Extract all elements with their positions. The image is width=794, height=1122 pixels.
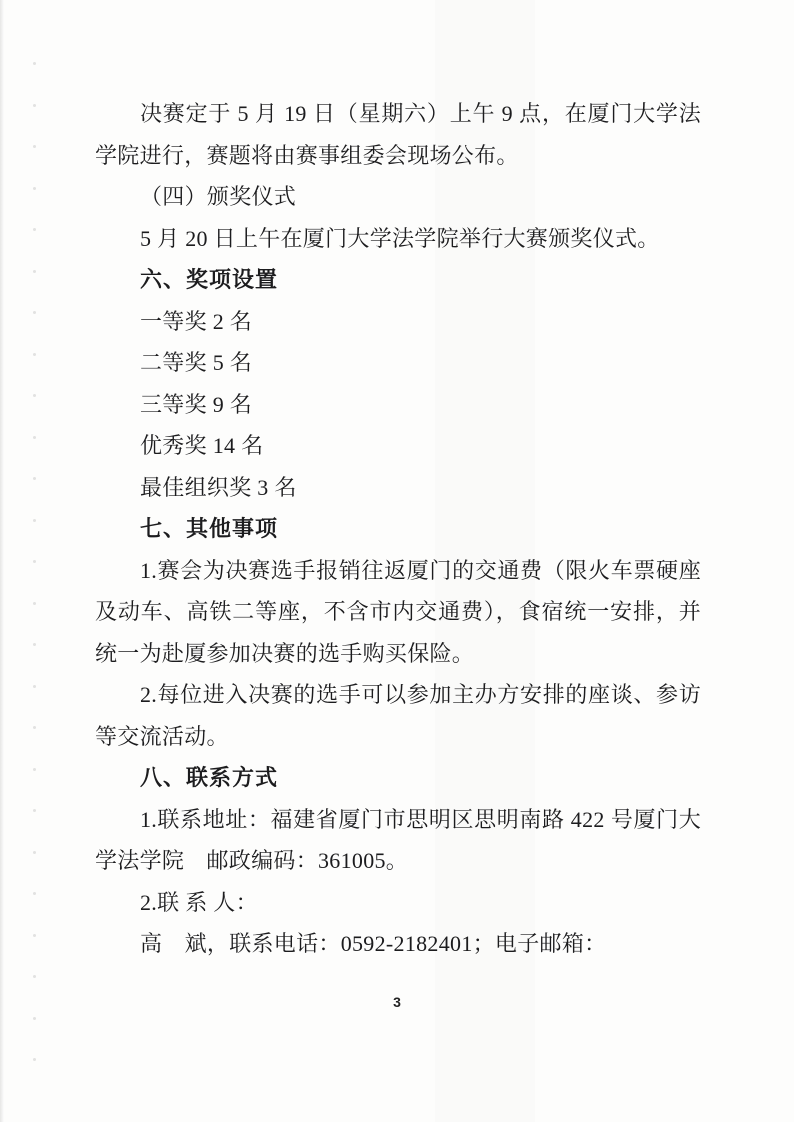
- scan-tick-artifact: [33, 62, 36, 65]
- paragraph: 1.联系地址：福建省厦门市思明区思明南路 422 号厦门大学法学院 邮政编码：361005。: [95, 806, 701, 873]
- section-heading: 六、奖项设置: [140, 267, 279, 292]
- paragraph: 一等奖 2 名: [140, 308, 253, 334]
- paragraph: 决赛定于 5 月 19 日（星期六）上午 9 点，在厦门大学法学院进行，赛题将由赛事组委会现场公布。: [95, 101, 701, 168]
- paragraph: 高 斌，联系电话：0592-2182401；电子邮箱：: [140, 931, 607, 956]
- paragraph: 优秀奖 14 名: [140, 433, 264, 458]
- scan-tick-artifact: [33, 394, 36, 397]
- scan-tick-artifact: [33, 726, 36, 729]
- section-heading: 七、其他事项: [140, 516, 279, 541]
- scan-tick-artifact: [33, 851, 36, 854]
- paragraph: 2.每位进入决赛的选手可以参加主办方安排的座谈、参访等交流活动。: [95, 682, 701, 749]
- section-heading: 八、联系方式: [140, 765, 279, 790]
- scan-tick-artifact: [33, 1058, 36, 1061]
- scan-tick-artifact: [33, 975, 36, 978]
- paragraph: 三等奖 9 名: [140, 391, 253, 417]
- scan-tick-artifact: [33, 602, 36, 605]
- scan-tick-artifact: [33, 436, 36, 439]
- paragraph: 2.联 系 人：: [140, 889, 258, 915]
- scan-tick-artifact: [33, 685, 36, 688]
- document-body: [95, 93, 701, 965]
- paragraph: 最佳组织奖 3 名: [140, 474, 297, 500]
- scan-tick-artifact: [33, 809, 36, 812]
- scan-tick-artifact: [33, 1017, 36, 1020]
- scan-tick-artifact: [33, 643, 36, 646]
- scan-tick-artifact: [33, 311, 36, 314]
- scan-tick-artifact: [33, 519, 36, 522]
- scan-tick-artifact: [33, 145, 36, 148]
- paragraph: 5 月 20 日上午在厦门大学法学院举行大赛颁奖仪式。: [140, 225, 660, 251]
- scan-tick-artifact: [33, 353, 36, 356]
- scan-tick-artifact: [33, 228, 36, 231]
- scan-tick-artifact: [33, 934, 36, 937]
- scan-tick-artifact: [33, 477, 36, 480]
- page-number: 3: [393, 994, 401, 1010]
- scan-tick-artifact: [33, 768, 36, 771]
- paragraph: 1.赛会为决赛选手报销往返厦门的交通费（限火车票硬座及动车、高铁二等座，不含市内交通费），食宿统一安排，并统一为赴厦参加决赛的选手购买保险。: [95, 557, 701, 666]
- paragraph: 二等奖 5 名: [140, 350, 253, 375]
- scan-tick-artifact: [33, 892, 36, 895]
- paragraph: （四）颁奖仪式: [140, 184, 297, 209]
- scan-tick-artifact: [33, 270, 36, 273]
- scan-tick-artifact: [33, 104, 36, 107]
- scan-tick-artifact: [33, 187, 36, 190]
- scan-tick-artifact: [33, 560, 36, 563]
